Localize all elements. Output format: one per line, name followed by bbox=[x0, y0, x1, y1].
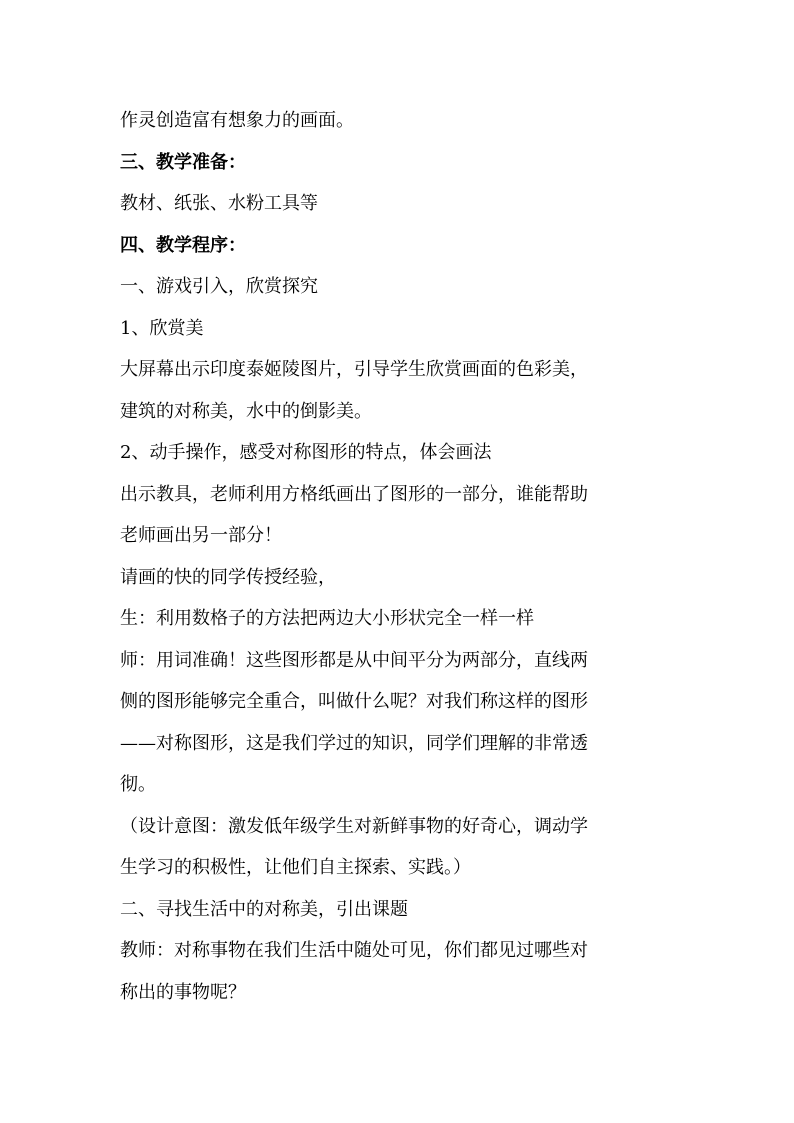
body-line: ——对称图形，这是我们学过的知识，同学们理解的非常透 bbox=[120, 732, 588, 754]
body-line: 生：利用数格子的方法把两边大小形状完全一样一样 bbox=[120, 608, 534, 629]
design-note-line: 生学习的积极性，让他们自主探索、实践。） bbox=[120, 857, 471, 878]
body-line: 老师画出另一部分！ bbox=[120, 525, 282, 546]
body-line: 出示教具，老师利用方格纸画出了图形的一部分，谁能帮助 bbox=[120, 483, 588, 505]
body-line: 建筑的对称美，水中的倒影美。 bbox=[120, 400, 372, 422]
body-line: 师：用词准确！这些图形都是从中间平分为两部分，直线两 bbox=[120, 649, 588, 671]
design-note-line: （设计意图：激发低年级学生对新鲜事物的好奇心，调动学 bbox=[120, 815, 588, 837]
list-item-heading: 1、欣赏美 bbox=[120, 317, 204, 339]
document-body bbox=[120, 100, 680, 1013]
body-line: 教材、纸张、水粉工具等 bbox=[120, 193, 318, 214]
body-line: 教师：对称事物在我们生活中随处可见，你们都见过哪些对 bbox=[120, 940, 588, 961]
body-line: 称出的事物呢？ bbox=[120, 981, 246, 1003]
body-line: 彻。 bbox=[120, 774, 156, 795]
body-line: 侧的图形能够完全重合，叫做什么呢？对我们称这样的图形 bbox=[120, 691, 588, 712]
body-line: 大屏幕出示印度泰姬陵图片，引导学生欣赏画面的色彩美， bbox=[120, 359, 588, 380]
section-heading: 四、教学程序： bbox=[120, 234, 246, 256]
body-line: 作灵创造富有想象力的画面。 bbox=[120, 110, 354, 131]
section-heading: 三、教学准备： bbox=[120, 151, 246, 173]
subsection-heading: 二、寻找生活中的对称美，引出课题 bbox=[120, 898, 408, 920]
subsection-heading: 一、游戏引入，欣赏探究 bbox=[120, 276, 318, 297]
body-line: 请画的快的同学传授经验， bbox=[120, 566, 336, 588]
list-item-heading: 2、动手操作，感受对称图形的特点，体会画法 bbox=[120, 442, 492, 463]
